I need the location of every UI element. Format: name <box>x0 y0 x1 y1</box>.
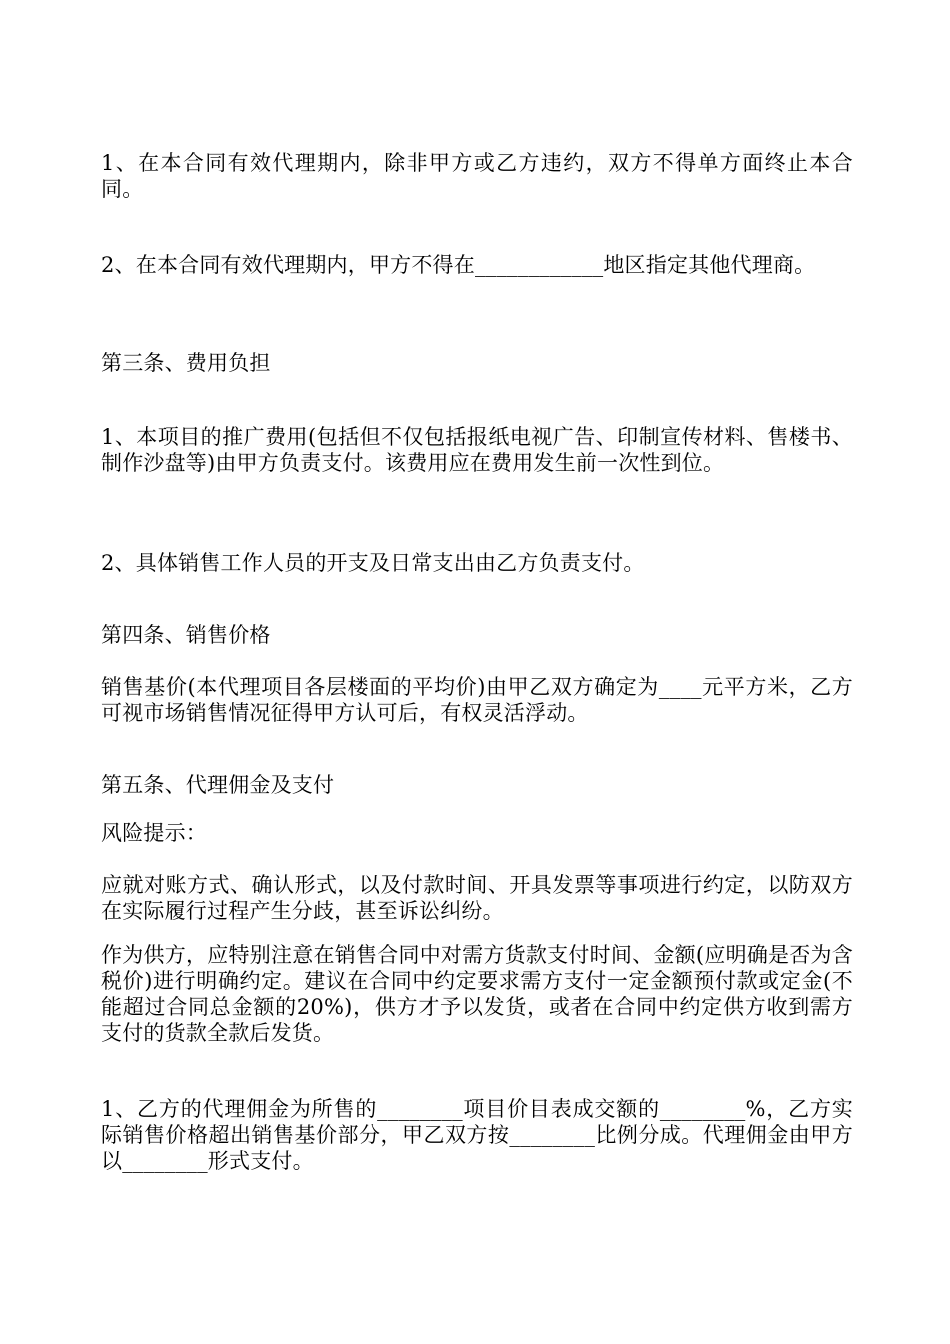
paragraph-promotion-costs: 1、本项目的推广费用(包括但不仅包括报纸电视广告、印制宣传材料、售楼书、制作沙盘等)由甲方负责支付。该费用应在费用发生前一次性到位。 <box>101 425 853 475</box>
paragraph-commission-clause: 1、乙方的代理佣金为所售的________项目价目表成交额的________%，乙方实际销售价格超出销售基价部分，甲乙双方按________比例分成。代理佣金由甲方以________形式支付。 <box>101 1097 853 1173</box>
paragraph-risk-payment-terms: 作为供方，应特别注意在销售合同中对需方货款支付时间、金额(应明确是否为含税价)进行明确约定。建议在合同中约定要求需方支付一定金额预付款或定金(不能超过合同总金额的20%)，供方才予以发货，或者在合同中约定供方收到需方支付的货款全款后发货。 <box>101 943 853 1045</box>
risk-notice-heading: 风险提示： <box>101 821 207 845</box>
section-heading-article-4: 第四条、销售价格 <box>101 623 271 647</box>
paragraph-termination-clause: 1、在本合同有效代理期内，除非甲方或乙方违约，双方不得单方面终止本合同。 <box>101 151 853 201</box>
section-heading-article-3: 第三条、费用负担 <box>101 351 271 375</box>
paragraph-staff-costs: 2、具体销售工作人员的开支及日常支出由乙方负责支付。 <box>101 551 645 575</box>
paragraph-risk-reconciliation: 应就对账方式、确认形式，以及付款时间、开具发票等事项进行约定，以防双方在实际履行过程产生分歧，甚至诉讼纠纷。 <box>101 873 853 923</box>
paragraph-exclusive-region-clause: 2、在本合同有效代理期内，甲方不得在____________地区指定其他代理商。 <box>101 253 816 277</box>
section-heading-article-5: 第五条、代理佣金及支付 <box>101 773 335 797</box>
paragraph-base-price: 销售基价(本代理项目各层楼面的平均价)由甲乙双方确定为____元平方米，乙方可视市场销售情况征得甲方认可后，有权灵活浮动。 <box>101 675 853 725</box>
